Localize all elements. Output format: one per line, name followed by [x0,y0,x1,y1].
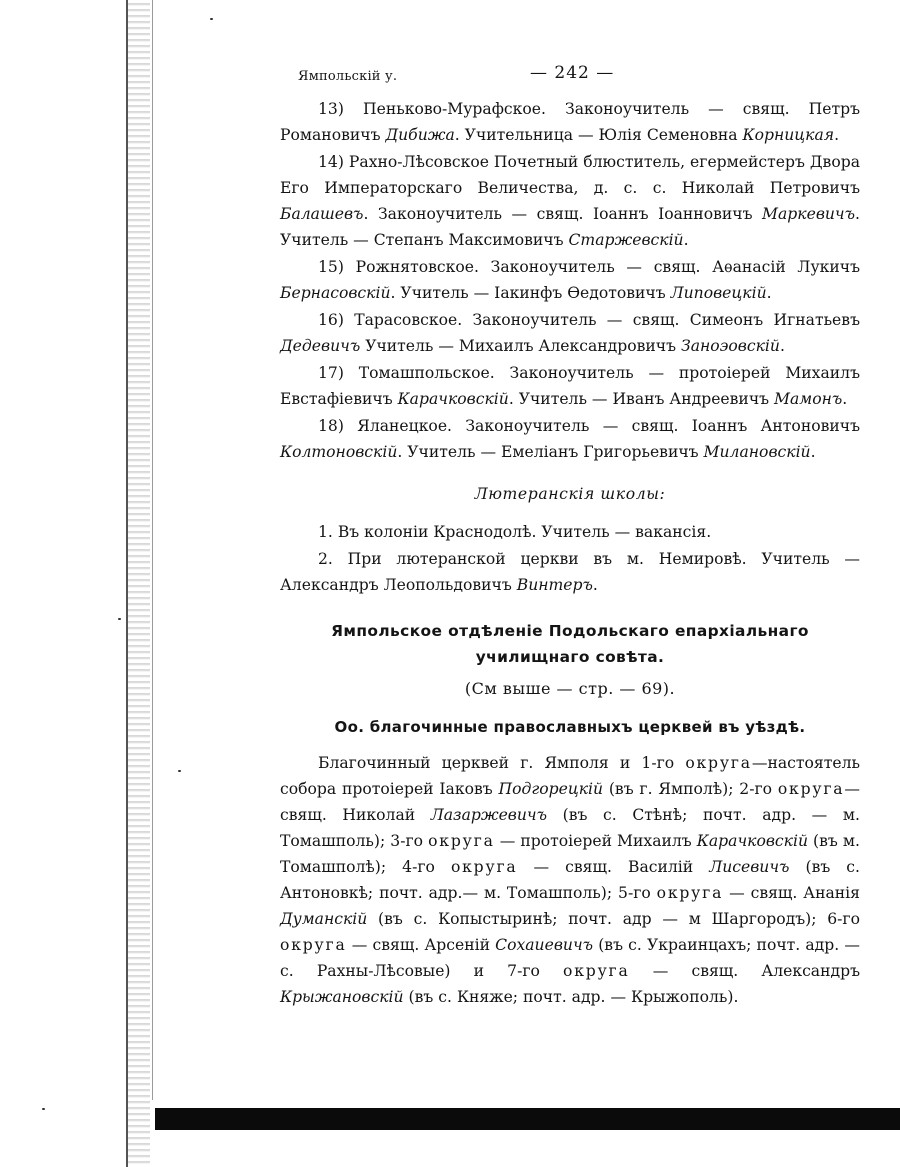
surname: Милановскій [703,443,811,461]
para-text: — протоіерей Михаилъ [494,832,697,850]
scan-speck [118,618,121,620]
scan-speck [178,770,181,772]
entry-text: . [766,284,772,302]
entry-text: 17) Томашпольское. Законоучитель — протоіерей Михаилъ Евстафіевичъ [280,364,860,408]
surname: Заноэовскій [681,337,780,355]
page-header [280,58,860,88]
surname: Балашевъ [280,205,364,223]
section-heading-line: Ямпольское отдѣленіе Подольскаго епархіальнаго [331,622,809,640]
surname: Мамонъ [774,390,843,408]
surname: Дибижа [385,126,455,144]
entry-text: . Учитель — Иванъ Андреевичъ [508,390,775,408]
entry-text: . Учитель — Емеліанъ Григорьевичъ [397,443,704,461]
entry-text: . Учитель — Іакинфъ Ѳедотовичъ [390,284,671,302]
entry-text: 15) Рожнятовское. Законоучитель — свящ. Аѳанасій Лукичъ [318,258,860,276]
entry-text: 18) Яланецкое. Законоучитель — свящ. Іоаннъ Антоновичъ [318,417,860,435]
surname: Винтеръ [516,576,593,594]
section-heading-line: училищнаго совѣта. [475,648,665,666]
surname: Карачковскій [696,832,808,850]
entry-text: 14) Рахно-Лѣсовское Почетный блюститель, егермейстеръ Двора Его Императорскаго Величества, д. с. с. Николай Петровичъ [280,153,860,197]
para-text: —настоятель собора протоіерей Іаковъ [280,754,860,798]
surname: Лазаржевичъ [430,806,548,824]
section-heading [280,618,860,670]
entry-text: . Учительница — Юлія Семеновна [454,126,743,144]
spaced-word: округа [563,962,630,980]
scan-speck [42,1108,45,1110]
lutheran-entry-1 [280,519,860,545]
see-also-reference: (См выше — стр. — 69). [464,679,676,698]
deans-heading: Оо. благочинные православныхъ церквей въ уѣздѣ. [334,718,806,736]
spaced-word: округа [428,832,495,850]
entry-text: . [592,576,598,594]
school-entry-17 [280,360,860,412]
page-number: — 242 — [530,63,615,83]
entry-text: . [842,390,848,408]
entry-text: . [834,126,840,144]
school-entry-18 [280,413,860,465]
para-text: — свящ. Арсеній [346,936,496,954]
deans-paragraph [280,750,860,1010]
school-entry-14 [280,149,860,253]
entry-text: 2. При лютеранской церкви въ м. Немировѣ. Учитель — Александръ Леопольдовичъ [280,550,860,594]
entry-text: Учитель — Михаилъ Александровичъ [360,337,681,355]
surname: Липовецкій [670,284,767,302]
para-text: (въ с. Копыстыринѣ; почт. адр — м Шаргородъ); 6-го [367,910,860,928]
binding-shadow-line [152,0,153,1100]
surname: Колтоновскій [280,443,398,461]
para-text: Благочинный церквей г. Ямполя и 1-го [318,754,686,772]
para-text: — свящ. Александръ [629,962,861,980]
entry-text: 16) Тарасовское. Законоучитель — свящ. Симеонъ Игнатьевъ [318,311,860,329]
para-text: (въ с. Антоновкѣ; почт. адр.— м. Томашполь); 5-го [280,858,860,902]
scan-bottom-bar [155,1108,900,1130]
entry-text: 13) Пеньково-Мурафское. Законоучитель — свящ. Петръ Романовичъ [280,100,860,144]
entry-text: . Законоучитель — свящ. Іоаннъ Іоанновичъ [363,205,763,223]
lutheran-entry-2 [280,546,860,598]
entry-text: . [810,443,816,461]
spaced-word: округа [280,936,347,954]
school-entry-15 [280,254,860,306]
surname: Дедевичъ [280,337,361,355]
spaced-word: округа [450,858,518,876]
surname: Бернасовскій [280,284,391,302]
para-text: (въ с. Украинцахъ; почт. адр. — с. Рахны-Лѣсовые) и 7-го [280,936,860,980]
school-entry-13 [280,96,860,148]
page-binding-edge [126,0,150,1167]
spaced-word: округа [685,754,752,772]
surname: Сохаиевичъ [495,936,594,954]
entry-text: . Учитель — Степанъ Максимовичъ [280,205,860,249]
para-text: — свящ. Ананія [723,884,860,902]
scan-speck [210,18,213,20]
surname: Корницкая [742,126,835,144]
running-head: Ямпольскій у. [298,69,398,84]
surname: Думанскій [280,910,368,928]
para-text: (въ с. Стѣнѣ; почт. адр. — м. Томашполь); 3-го [280,806,860,850]
surname: Карачковскій [397,390,509,408]
surname: Лисевичъ [709,858,790,876]
para-text: (въ м. Томашполѣ); 4-го [280,832,860,876]
entry-text: . [779,337,785,355]
para-text: (въ с. Княже; почт. адр. — Крыжополь). [403,988,739,1006]
surname: Подгорецкій [498,780,604,798]
para-text: (въ г. Ямполѣ); 2-го [603,780,778,798]
entry-text: 1. Въ колоніи Краснодолѣ. Учитель — ваканcія. [318,523,712,541]
surname: Старжевскій [568,231,684,249]
spaced-word: округа [656,884,724,902]
entry-text: . [683,231,689,249]
para-text: — свящ. Василій [517,858,710,876]
lutheran-schools-title: Лютеранскія школы: [474,485,666,503]
para-text: — свящ. Николай [280,780,860,824]
surname: Маркевичъ [762,205,856,223]
school-entry-16 [280,307,860,359]
spaced-word: округа [777,780,845,798]
document-page [280,58,860,1010]
surname: Крыжановскій [280,988,404,1006]
